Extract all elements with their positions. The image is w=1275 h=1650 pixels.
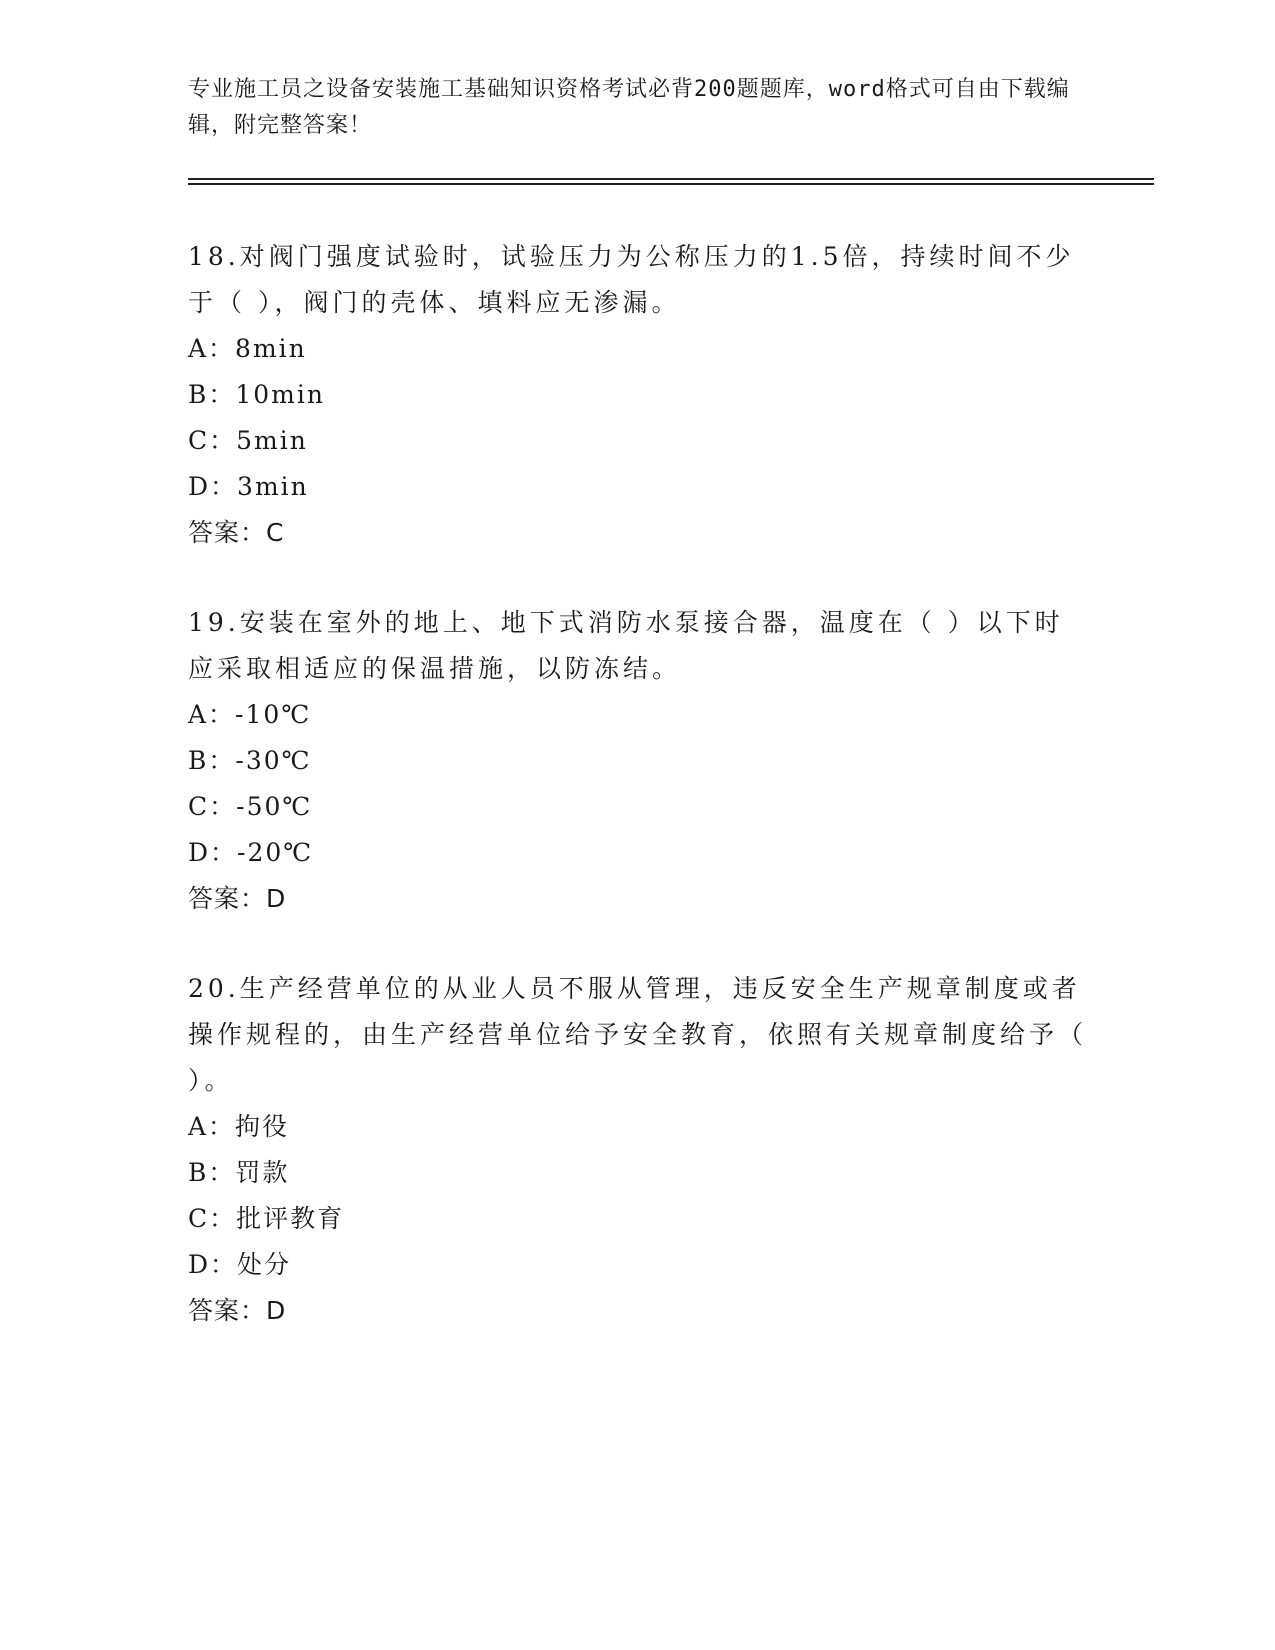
option-b: B：罚款 bbox=[188, 1158, 290, 1187]
option-c: C：批评教育 bbox=[188, 1204, 345, 1233]
question-stem: 18.对阀门强度试验时，试验压力为公称压力的1.5倍，持续时间不少于（ ），阀门的壳体、填料应无渗漏。 bbox=[188, 242, 1075, 317]
option-b: B：-30℃ bbox=[188, 746, 312, 775]
answer: 答案：D bbox=[188, 1296, 287, 1325]
question-19 bbox=[188, 600, 1088, 922]
option-a: A：8min bbox=[188, 334, 307, 363]
answer: 答案：D bbox=[188, 884, 287, 913]
option-d: D：处分 bbox=[188, 1250, 292, 1279]
option-b: B：10min bbox=[188, 380, 325, 409]
question-18 bbox=[188, 234, 1088, 556]
option-a: A：拘役 bbox=[188, 1112, 290, 1141]
option-d: D：-20℃ bbox=[188, 838, 314, 867]
document-header: 专业施工员之设备安装施工基础知识资格考试必背200题题库，word格式可自由下载编辑，附完整答案！ bbox=[188, 77, 1070, 138]
header-divider-top bbox=[188, 178, 1154, 180]
option-c: C：5min bbox=[188, 426, 308, 455]
option-d: D：3min bbox=[188, 472, 309, 501]
answer: 答案：C bbox=[188, 518, 285, 547]
option-c: C：-50℃ bbox=[188, 792, 313, 821]
question-20 bbox=[188, 966, 1088, 1334]
question-stem: 19.安装在室外的地上、地下式消防水泵接合器，温度在（ ）以下时应采取相适应的保温措施，以防冻结。 bbox=[188, 608, 1064, 683]
option-a: A：-10℃ bbox=[188, 700, 312, 729]
question-stem: 20.生产经营单位的从业人员不服从管理，违反安全生产规章制度或者操作规程的，由生产经营单位给予安全教育，依照有关规章制度给予（ ）。 bbox=[188, 974, 1088, 1095]
header-divider-bottom bbox=[188, 183, 1154, 185]
